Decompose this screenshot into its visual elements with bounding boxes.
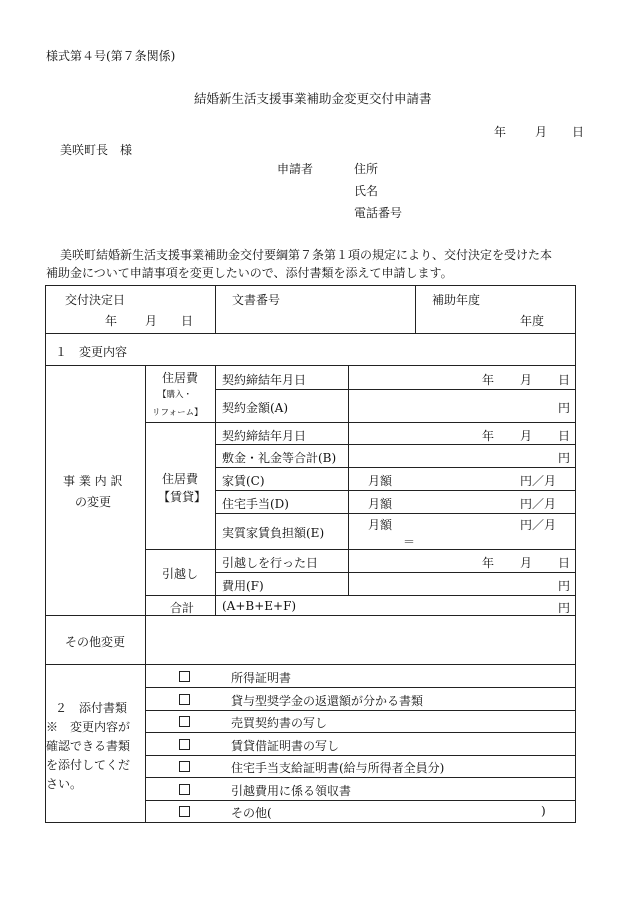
- section2-line-3: 確認できる書類: [46, 739, 131, 753]
- purchase-day: 日: [558, 373, 571, 387]
- rental-allowance-label: 住宅手当(D): [222, 497, 289, 511]
- moving-date-label: 引越しを行った日: [222, 556, 319, 570]
- decision-day: 日: [181, 314, 194, 328]
- form-number: 様式第４号(第７条関係): [46, 49, 176, 63]
- moving-yen: 円: [558, 579, 571, 593]
- doc-number-label: 文書番号: [232, 293, 281, 307]
- section2-line-4: を添付してくだ: [46, 758, 131, 772]
- breakdown-label-2: の変更: [75, 495, 112, 509]
- phone-label: 電話番号: [354, 206, 403, 220]
- page-title: 結婚新生活支援事業補助金変更交付申請書: [194, 91, 432, 106]
- purchase-title: 住居費: [162, 371, 199, 385]
- attachment-checkbox[interactable]: [179, 806, 190, 817]
- purchase-contract-date-label: 契約締結年月日: [222, 373, 307, 387]
- rental-year: 年: [482, 429, 495, 443]
- total-yen: 円: [558, 601, 571, 615]
- applicant-label: 申請者: [277, 162, 314, 176]
- attachment-label: 賃貸借証明書の写し: [231, 739, 340, 753]
- decision-year: 年: [105, 314, 118, 328]
- date-year: 年: [494, 125, 507, 139]
- attachment-checkbox[interactable]: [179, 716, 190, 727]
- rental-rent-per-month: 円／月: [520, 474, 557, 488]
- rental-actual-per-month: 円／月: [520, 518, 557, 532]
- fiscal-year-unit: 年度: [520, 314, 545, 328]
- purchase-contract-amount-label: 契約金額(A): [222, 401, 289, 415]
- paragraph-line-1: 美咲町結婚新生活支援事業補助金交付要綱第７条第１項の規定により、交付決定を受けた本: [60, 248, 553, 262]
- rental-subtitle: 【賃貸】: [158, 490, 207, 504]
- purchase-yen: 円: [558, 401, 571, 415]
- purchase-subtitle-2: リフォーム】: [152, 408, 203, 418]
- breakdown-label-1: 事 業 内 訳: [63, 474, 123, 488]
- rental-contract-date-label: 契約締結年月日: [222, 429, 307, 443]
- moving-year: 年: [482, 556, 495, 570]
- fiscal-year-label: 補助年度: [432, 293, 481, 307]
- moving-cost-label: 費用(F): [222, 579, 264, 593]
- attachment-other-close: ): [541, 804, 546, 818]
- attachment-label: 住宅手当支給証明書(給与所得者全員分): [231, 761, 445, 775]
- attachment-checkbox[interactable]: [179, 694, 190, 705]
- rental-title: 住居費: [162, 472, 199, 486]
- section2-line-2: ※ 変更内容が: [46, 720, 131, 734]
- attachment-checkbox[interactable]: [179, 671, 190, 682]
- purchase-year: 年: [482, 373, 495, 387]
- address-label: 住所: [354, 162, 379, 176]
- rental-day: 日: [558, 429, 571, 443]
- rental-deposit-label: 敷金・礼金等合計(B): [222, 451, 337, 465]
- moving-day: 日: [558, 556, 571, 570]
- decision-month: 月: [145, 314, 158, 328]
- total-title: 合計: [170, 601, 195, 615]
- addressee: 美咲町長 様: [60, 143, 133, 157]
- attachment-label: 所得証明書: [231, 671, 292, 685]
- purchase-month: 月: [520, 373, 533, 387]
- rental-allowance-per-month: 円／月: [520, 497, 557, 511]
- section2-line-1: ２ 添付書類: [55, 701, 128, 715]
- attachment-label: 売買契約書の写し: [231, 716, 328, 730]
- section2-line-5: さい。: [46, 777, 83, 791]
- moving-title: 引越し: [162, 567, 199, 581]
- other-change-label: その他変更: [65, 635, 126, 649]
- attachment-checkbox[interactable]: [179, 761, 190, 772]
- attachment-checkbox[interactable]: [179, 739, 190, 750]
- rental-rent-label: 家賃(C): [222, 474, 265, 488]
- rental-actual-monthly: 月額: [368, 518, 393, 532]
- attachment-checkbox[interactable]: [179, 784, 190, 795]
- date-day: 日: [572, 125, 585, 139]
- moving-month: 月: [520, 556, 533, 570]
- decision-date-label: 交付決定日: [65, 293, 126, 307]
- rental-deposit-yen: 円: [558, 451, 571, 465]
- rental-rent-monthly: 月額: [368, 474, 393, 488]
- section1-label: １ 変更内容: [55, 345, 128, 359]
- attachment-label: 貸与型奨学金の返還額が分かる書類: [231, 694, 424, 708]
- attachment-label: その他(: [231, 806, 272, 820]
- purchase-subtitle-1: 【購入・: [158, 390, 193, 400]
- rental-month: 月: [520, 429, 533, 443]
- paragraph-line-2: 補助金について申請事項を変更したいので、添付書類を添えて申請します。: [46, 266, 453, 280]
- rental-equals: ＝: [403, 535, 416, 549]
- attachment-label: 引越費用に係る領収書: [231, 784, 352, 798]
- name-label: 氏名: [354, 184, 379, 198]
- date-month: 月: [535, 125, 548, 139]
- rental-allowance-monthly: 月額: [368, 497, 393, 511]
- total-formula: (A+B+E+F): [222, 599, 297, 613]
- rental-actual-label: 実質家賃負担額(E): [222, 526, 325, 540]
